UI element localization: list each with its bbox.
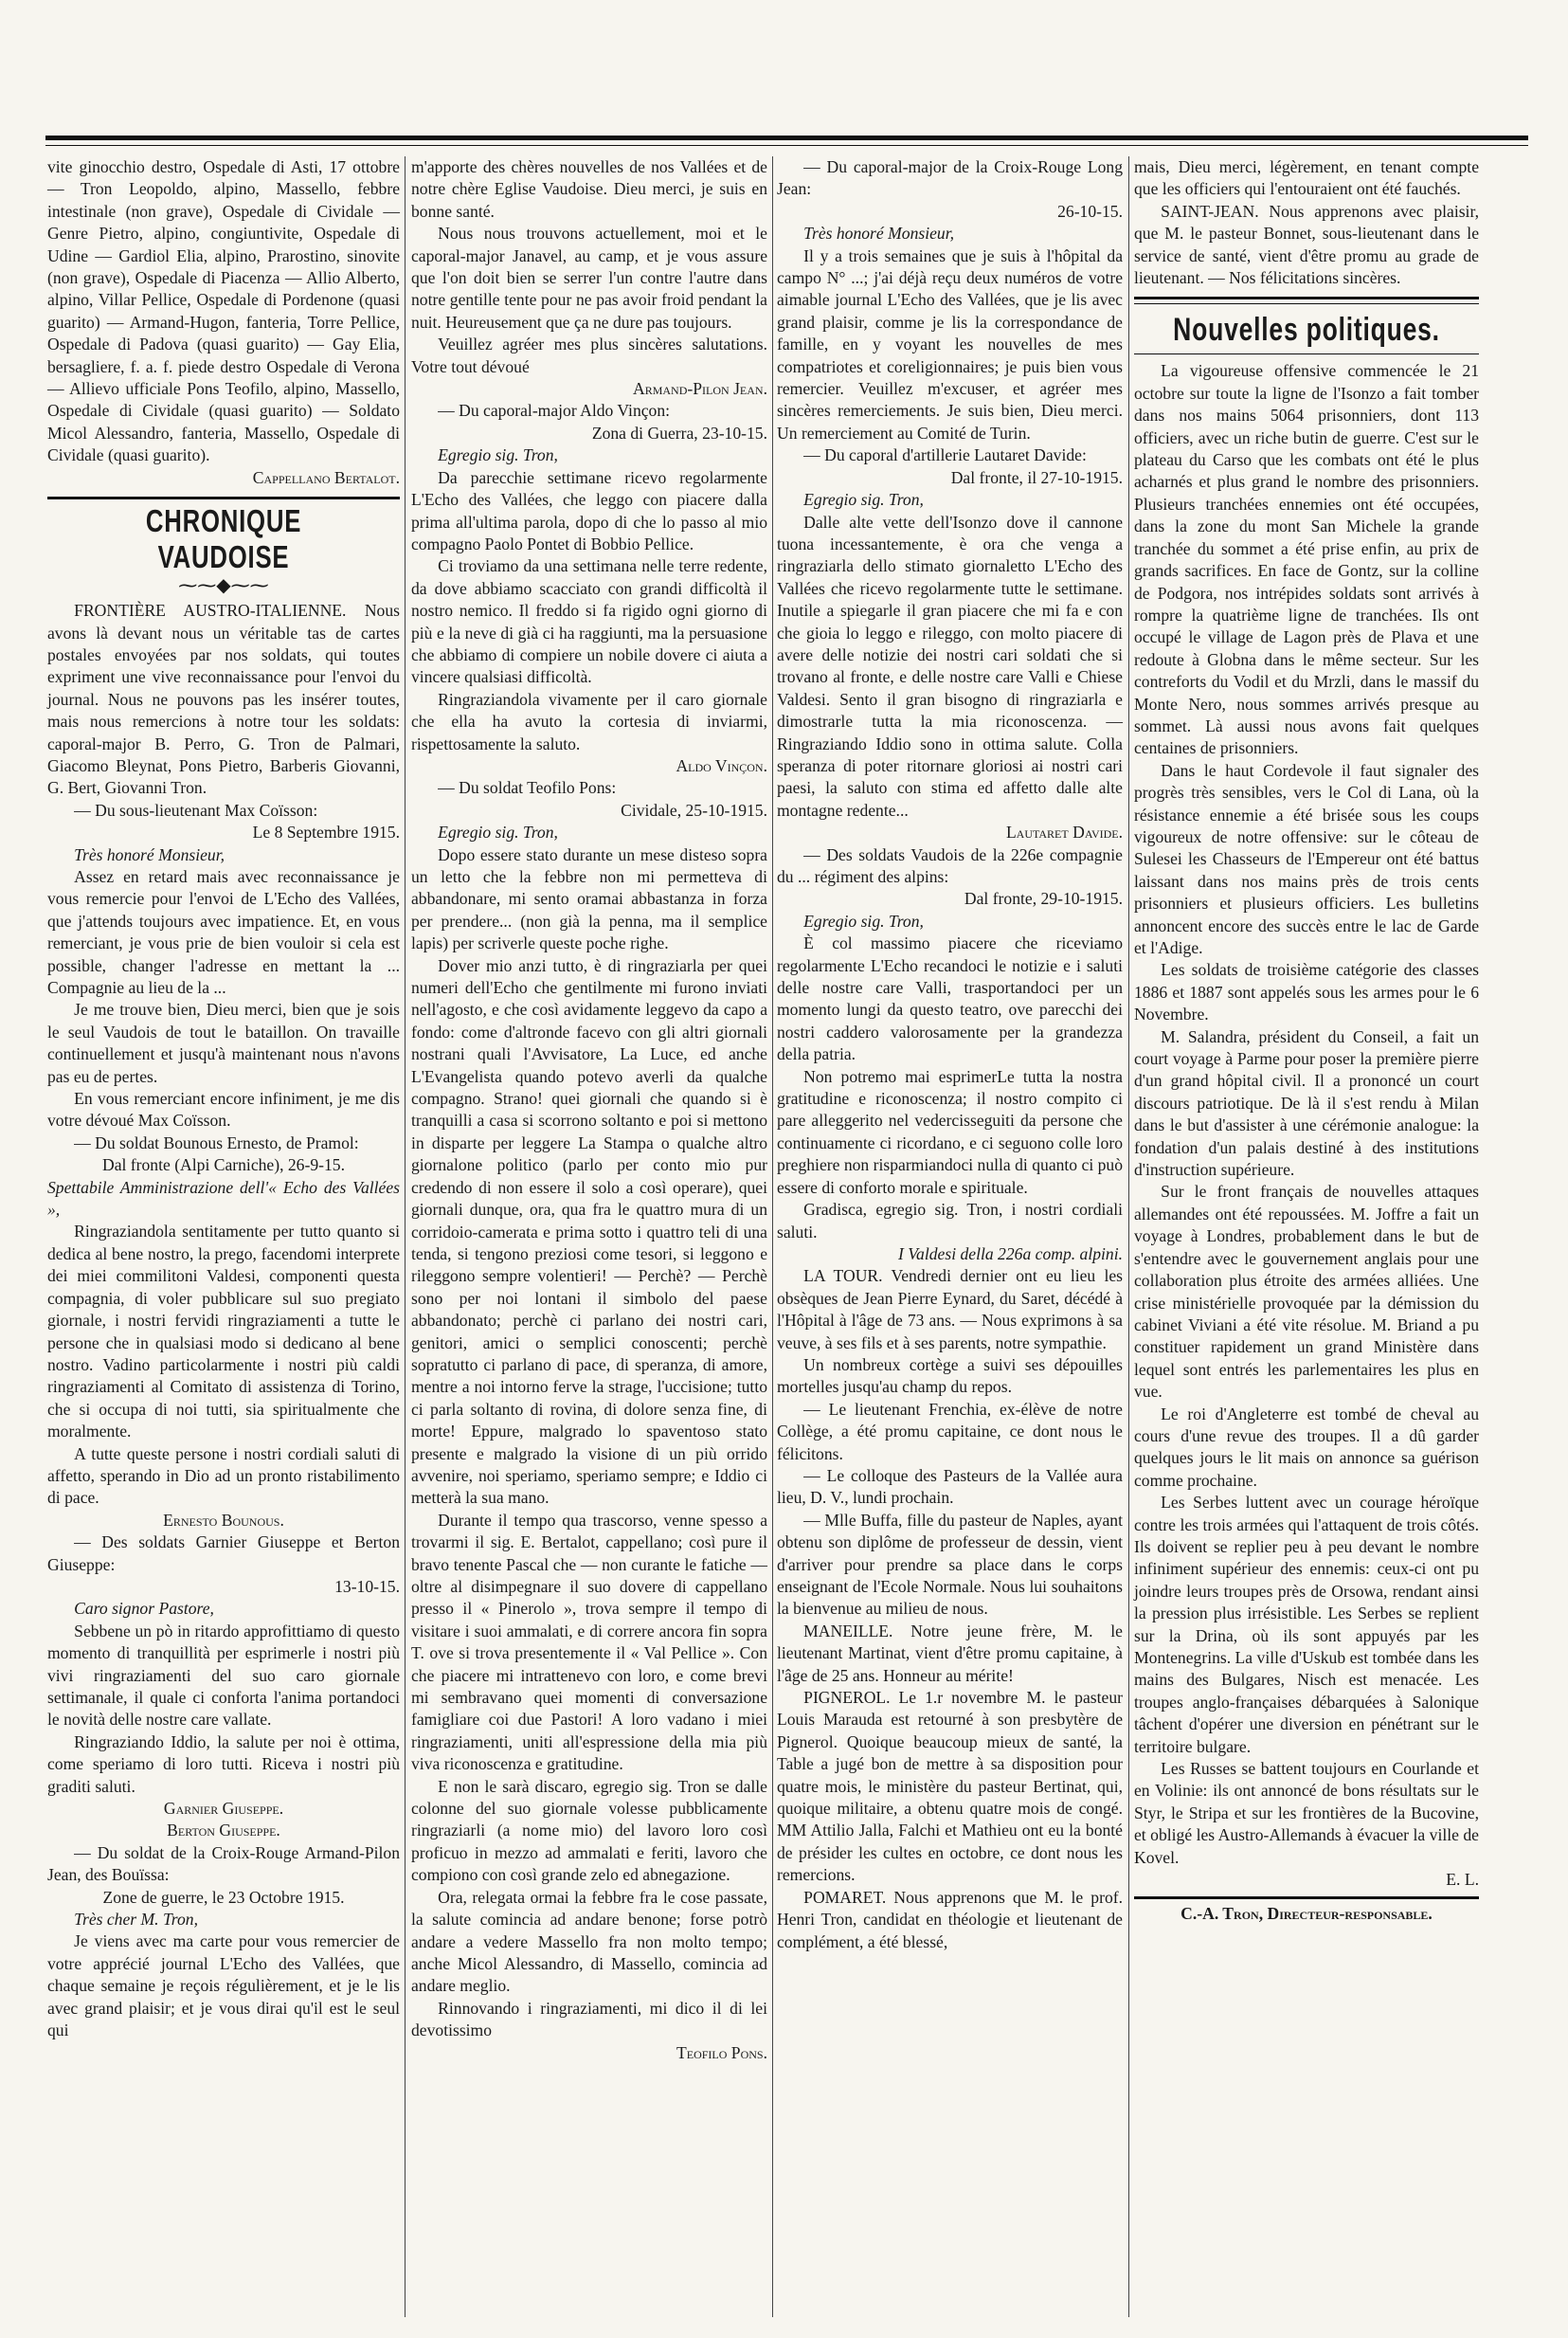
letter-salutation: Très honoré Monsieur,	[803, 224, 954, 244]
letter-paragraph: Ci troviamo da una settimana nelle terre redente, da dove abbiamo scacciato con grandi difficoltà il nostro nemico. Il freddo si fa rigido ogni giorno di più e la neve di già ci ha raggiunti, ma la persuasione che abbiamo di compiere un nobile dovere ci aiuta a vincere qualsiasi difficoltà.	[411, 556, 767, 687]
letter-paragraph: Veuillez agréer mes plus sincères salutations. Votre tout dévoué	[411, 335, 767, 376]
letter-salutation: Très honoré Monsieur,	[74, 844, 225, 864]
news-paragraph: — Le colloque des Pasteurs de la Vallée aura lieu, D. V., lundi prochain.	[777, 1465, 1123, 1508]
news-paragraph: mais, Dieu merci, légèrement, en tenant compte que les officiers qui l'entouraient ont été fauchés.	[1134, 157, 1479, 199]
news-paragraph: Les soldats de troisième catégorie des classes 1886 et 1887 sont appelés sous les armes pour le 6 Novembre.	[1134, 960, 1479, 1024]
signature: Ernesto Bounous.	[163, 1510, 284, 1530]
signature: Armand-Pilon Jean.	[633, 379, 767, 399]
news-paragraph: M. Salandra, président du Conseil, a fait un court voyage à Parme pour poser la première pierre d'un grand hôpital civil. Il a prononcé un court discours patriotique. De là il s'est rendu à Milan dans le but d'assister à une cérémonie analogue: la fondation d'un palais destiné à des institutions d'instruction supérieure.	[1134, 1026, 1479, 1180]
letter-salutation: Egregio sig. Tron,	[438, 823, 558, 843]
casualty-list: vite ginocchio destro, Ospedale di Asti, 17 ottobre — Tron Leopoldo, alpino, Massello, febbre intestinale (non grave), Ospedale di Cividale — Genre Pietro, alpino, congiuntivite, Ospedale di Udine — Gardiol Elia, alpino, Prarostino, sinovite (non grave), Ospedale di Piacenza — Allio Alberto, alpino, Villar Pellice, Ospedale di Pordenone (quasi guarito) — Armand-Hugon, fanteria, Torre Pellice, Ospedale di Padova (quasi guarito) — Gay Elia, bersagliere, f. a. f. piede destro Ospedale di Verona — Allievo ufficiale Pons Teofilo, alpino, Massello, Ospedale di Cividale (quasi guarito) — Soldato Micol Alessandro, fanteria, Massello, Ospedale di Cividale (quasi guarito).	[47, 157, 400, 465]
letter-paragraph: Ringraziandola vivamente per il caro giornale che ella ha avuto la cortesia di inviarmi, rispettosamente la saluto.	[411, 689, 767, 753]
letter-salutation: Très cher M. Tron,	[74, 1910, 198, 1930]
letter-date: Dal fronte, 29-10-1915.	[964, 889, 1123, 909]
column-4	[1134, 156, 1479, 1926]
news-paragraph: Le roi d'Angleterre est tombé de cheval au cours d'une revue des troupes. Il a dû garder quelques jours le lit mais on annonce sa guérison comme prochaine.	[1134, 1404, 1479, 1490]
signature: Lautaret Davide.	[1005, 823, 1123, 843]
letter-paragraph: E non le sarà discaro, egregio sig. Tron se dalle colonne del suo giornale volesse pubblicamente ringraziarli (a nome mio) del lavoro loro così proficuo in mezzo ad ammalati e feriti, lavoro che compiono con così grande zelo ed abnegazione.	[411, 1776, 767, 1885]
signature: Cappellano Bertalot.	[252, 467, 400, 487]
signature: Berton Giuseppe.	[167, 1821, 280, 1840]
signature: Aldo Vinçon.	[676, 755, 767, 775]
news-paragraph: LA TOUR. Vendredi dernier ont eu lieu les obsèques de Jean Pierre Eynard, du Saret, décédé à l'Hôpital à l'âge de 73 ans. — Nous exprimons à sa veuve, à ses fils et à ses parents, notre sympathie.	[777, 1266, 1123, 1352]
letter-paragraph: Il y a trois semaines que je suis à l'hôpital da campo N° ...; j'ai déjà reçu deux numéros de votre aimable journal L'Echo des Vallées, que je lis avec grand plaisir, comme je lis la correspondance de famille, en y voyant les nouvelles de mes compatriotes et coreligionnaires; je puis bien vous remercier. Veuillez m'excuser, et agréer mes sincères remerciements. Je suis bien, Dieu merci. Un remerciement au Comité de Turin.	[777, 245, 1123, 443]
letter-paragraph: Je viens avec ma carte pour vous remercier de votre apprécié journal L'Echo des Vallées, que chaque semaine je reçois régulièrement, et je le lis avec grand plaisir; et je vous dirai qu'il est le seul qui	[47, 1931, 400, 2040]
letter-paragraph: m'apporte des chères nouvelles de nos Vallées et de notre chère Eglise Vaudoise. Dieu merci, je suis en bonne santé.	[411, 157, 767, 221]
letter-heading: — Des soldats Garnier Giuseppe et Berton Giuseppe:	[47, 1532, 400, 1574]
letter-heading: — Du soldat de la Croix-Rouge Armand-Pilon Jean, des Bouïssa:	[47, 1842, 400, 1885]
footer-director: C.-A. Tron, Directeur-responsable.	[1181, 1904, 1433, 1924]
letter-date: Zona di Guerra, 23-10-15.	[591, 423, 767, 443]
column-divider	[772, 156, 773, 2317]
letter-paragraph: A tutte queste persone i nostri cordiali saluti di affetto, sperando in Dio ad un pronto ristabilimento di pace.	[47, 1443, 400, 1508]
column-1	[47, 156, 400, 2042]
column-3	[777, 156, 1123, 1953]
top-rule-thin	[45, 145, 1528, 146]
section-rule	[47, 497, 400, 499]
letter-paragraph: Assez en retard mais avec reconnaissance je vous remercie pour l'envoi de L'Echo des Vallées, que j'attends toujours avec impatience. Et, en vous remerciant, je vous prie de bien vouloir si cela est possible, changer l'adresse en mettant la ... Compagnie au lieu de la ...	[47, 866, 400, 997]
letter-paragraph: Nous nous trouvons actuellement, moi et le caporal-major Janavel, au camp, et je vous assure que l'on doit bien se serrer l'un contre l'autre dans notre gentille tente pour ne pas avoir froid pendant la nuit. Heureusement que ça ne dure pas toujours.	[411, 224, 767, 332]
news-paragraph: — Mlle Buffa, fille du pasteur de Naples, ayant obtenu son diplôme de professeur de dessin, vient d'arriver pour prendre sa place dans le corps enseignant de l'Ecole Normale. Nous lui souhaitons la bienvenue au milieu de nous.	[777, 1510, 1123, 1619]
letter-date: 26-10-15.	[1057, 201, 1123, 221]
news-paragraph: MANEILLE. Notre jeune frère, M. le lieutenant Martinat, vient d'être promu capitaine, à l'âge de 25 ans. Honneur au mérite!	[777, 1621, 1123, 1685]
letter-heading: — Du caporal-major de la Croix-Rouge Long Jean:	[777, 157, 1123, 199]
letter-heading: — Des soldats Vaudois de la 226e compagnie du ... régiment des alpins:	[777, 844, 1123, 886]
signature: I Valdesi della 226a comp. alpini.	[898, 1243, 1123, 1263]
ornament-icon: ⁓⁓◆⁓⁓	[178, 575, 269, 597]
letter-paragraph: Dalle alte vette dell'Isonzo dove il cannone tuona incessantemente, è ora che venga a ringraziarla dello stimato giornaletto L'Echo des Vallées che ricevo regolarmente tutte le settimane. Inutile a spiegarle il gran piacere che mi fa e con che gioia lo leggo e rileggo, con molto piacere di avere delle notizie dei nostri cari soldati che si trovano al fronte, e delle nostre care Valli e Chiese Valdesi. Sento il gran bisogno di ringraziarla e dimostrarle tutta la mia riconoscenza. — Ringraziando Iddio sono in ottima salute. Colla speranza di poter ritornare gloriosi ai nostri cari paesi, la saluto con stima ed affetto dalle alte montagne redente...	[777, 512, 1123, 820]
letter-date: Zone de guerre, le 23 Octobre 1915.	[102, 1887, 345, 1907]
section-title-chronique: CHRONIQUE VAUDOISE	[145, 503, 302, 575]
letter-paragraph: En vous remerciant encore infiniment, je me dis votre dévoué Max Coïsson.	[47, 1089, 400, 1131]
letter-paragraph: Ringraziandola sentitamente per tutto quanto si dedica al bene nostro, la prego, facendomi interprete dei miei commilitoni Valdesi, componenti questa compagnia, di voler pubblicare sul suo pregiato giornale, i nostri fervidi ringraziamenti a tutte le persone che in qualsiasi modo si dedicano al bene nostro. Vadino particolarmente i nostri più caldi ringraziamenti al Comitato di assistenza di Torino, che si occupa di noi tutti, sia spiritualmente che moralmente.	[47, 1222, 400, 1441]
section-rule-thin	[1134, 353, 1479, 354]
letter-paragraph: Ringraziando Iddio, la salute per noi è ottima, come speriamo di loro tutti. Riceva i nostri più graditi saluti.	[47, 1731, 400, 1796]
news-paragraph: Les Russes se battent toujours en Courlande et en Volinie: ils ont annoncé de bons résultats sur le Styr, le Stripa et sur les frontières de la Bucovine, et obligé les Austro-Allemands à évacuer la ville de Kovel.	[1134, 1759, 1479, 1867]
letter-paragraph: Dover mio anzi tutto, è di ringraziarla per quei numeri dell'Echo che gentilmente mi furono inviati nell'agosto, e che così avidamente leggevo da capo a fondo: come d'altronde facevo con gli altri giornali nostrani quali l'Avvisatore, La Luce, ed anche L'Evangelista quando potevo averli da qualche compagno. Strano! quei giornali che quando si è tranquilli a casa si scorrono soltanto e poi si mettono in disparte per leggere La Stampa o qualche altro giornalone politico (parlo per conto mio pur credendo di non essere il solo a così operare), quei giornali dunque, ora, qua fra le quattro mura di un corridoio-camerata e prima sotto i quattro teli di una tenda, si tengono preziosi come tesori, si leggono e rileggono sempre volentieri! — Perchè? — Perchè sono per noi lontani il simbolo del paese abbandonato; perchè ci parlano dei nostri cari, genitori, amici o semplici conoscenti; perchè sopratutto ci parlano di pace, di speranza, di amore, mentre a noi intorno ferve la strage, l'uccisione; tutto ci parla soltanto di rovina, di dolore senza fine, di morte! Eppure, malgrado lo spaventoso stato presente e malgrado la visione di un più orrido avvenire, noi speriamo, speriamo sempre; e Iddio ci metterà la sua mano.	[411, 955, 767, 1508]
top-rule	[45, 136, 1528, 140]
column-2	[411, 156, 767, 2064]
news-paragraph: Les Serbes luttent avec un courage héroïque contre les trois armées qui l'attaquent de trois côtés. Ils doivent se replier peu à peu devant le nombre infiniment supérieur des ennemis: ceux-ci ont pu joindre leurs troupes près de Orsowa, rendant ainsi la pression plus irrésistible. Les Serbes se replient sur la Drina, où ils sont appuyés par les Montenegrins. La ville d'Uskub est tombée dans les mains des Bulgares, Nisch est menacée. Les troupes anglo-françaises débarquées à Salonique tâchent d'opérer une diversion en pénétrant sur le territoire bulgare.	[1134, 1493, 1479, 1756]
signature: E. L.	[1446, 1870, 1479, 1890]
news-paragraph: Dans le haut Cordevole il faut signaler des progrès très sensibles, vers le Col di Lana, où la résistance ennemie a été brisée sous les coups vigoureux de notre offensive: sur le côteau de Sulesei les Chasseurs de l'Empereur ont été battus laissant dans nos mains près de trois cents prisonniers et plusieurs officiers. Les bulletins annoncent encore des succès entre le lac de Garde et l'Adige.	[1134, 760, 1479, 957]
letter-date: Le 8 Septembre 1915.	[252, 823, 400, 843]
signature: Teofilo Pons.	[676, 2042, 767, 2062]
letter-date: Cividale, 25-10-1915.	[621, 800, 767, 820]
letter-salutation: Spettabile Amministrazione dell'« Echo des Vallées »,	[47, 1177, 400, 1220]
letter-paragraph: È col massimo piacere che riceviamo regolarmente L'Echo recandoci le notizie e i saluti delle nostre care Valli, trasportandoci per un momento lungi da questo teatro, ove parecchi dei nostri caddero valorosamente per la grandezza della patria.	[777, 933, 1123, 1064]
letter-heading: — Du caporal-major Aldo Vinçon:	[438, 401, 671, 421]
letter-heading: — Du sous-lieutenant Max Coïsson:	[74, 800, 318, 820]
footer-rule	[1134, 1896, 1479, 1899]
letter-salutation: Egregio sig. Tron,	[803, 490, 924, 510]
letter-salutation: Egregio sig. Tron,	[438, 445, 558, 465]
section-rule	[1134, 297, 1479, 299]
letter-paragraph: Non potremo mai esprimerLe tutta la nostra gratitudine e riconoscenza; il nostro compito ci pare alleggerito nel vedercisseguiti da persone che continuamente ci ricordano, e ci seguono colle loro preghiere non risparmiandoci nulla di quanto ci può essere di conforto morale e spirituale.	[777, 1066, 1123, 1197]
news-paragraph: Sur le front français de nouvelles attaques allemandes ont été repoussées. M. Joffre a fait un voyage à Londres, probablement dans le but de s'entendre avec le gouvernement anglais pour une collaboration plus étroite des armées alliées. Une crise ministérielle provoquée par la démission du cabinet Viviani a été vite résolue. M. Briand a pu constituer rapidement un grand Ministère dans lequel sont entrés les parlementaires les plus en vue.	[1134, 1182, 1479, 1402]
letter-paragraph: Ora, relegata ormai la febbre fra le cose passate, la salute comincia ad andare benone; forse potrò andare a vedere Massello fra non molto tempo; anche Micol Alessandro, di Massello, comincia ad andare meglio.	[411, 1887, 767, 1996]
article-paragraph: FRONTIÈRE AUSTRO-ITALIENNE. Nous avons là devant nous un véritable tas de cartes postales envoyées par nos soldats, qui toutes expriment une vive reconnaissance pour l'envoi du journal. Nous ne pouvons pas les insérer toutes, mais nous remercions à notre tour les soldats: caporal-major B. Perro, G. Tron de Palmari, Giacomo Bleynat, Pons Pietro, Barberis Giovanni, G. Bert, Giovanni Tron.	[47, 601, 400, 798]
letter-date: Dal fronte (Alpi Carniche), 26-9-15.	[101, 1155, 345, 1175]
letter-date: Dal fronte, il 27-10-1915.	[950, 467, 1123, 487]
news-paragraph: Un nombreux cortège a suivi ses dépouilles mortelles jusqu'au champ du repos.	[777, 1354, 1123, 1397]
news-paragraph: PIGNEROL. Le 1.r novembre M. le pasteur Louis Marauda est retourné à son presbytère de Pignerol. Quoique beaucoup mieux de santé, la Table a jugé bon de mettre à sa disposition pour quatre mois, le ministère du pasteur Bertinat, qui, quoique militaire, a obtenu quatre mois de congé. MM Attilio Jalla, Falchi et Mathieu ont eu la bonté de présider les cultes en octobre, ce dont nous les remercions.	[777, 1688, 1123, 1885]
letter-paragraph: Je me trouve bien, Dieu merci, bien que je sois le seul Vaudois de tout le bataillon. On travaille continuellement et jusqu'à maintenant nous n'avons pas eu de pertes.	[47, 1000, 400, 1086]
signature: Garnier Giuseppe.	[163, 1799, 284, 1819]
letter-paragraph: Dopo essere stato durante un mese disteso sopra un letto che la febbre non mi permetteva di abbandonare, mi sento oramai abbastanza in forza per prendere... (non già la penna, ma il semplice lapis) per scriverle queste poche righe.	[411, 844, 767, 953]
section-title-nouvelles: Nouvelles politiques.	[1173, 312, 1440, 349]
column-divider	[405, 156, 406, 2317]
section-rule-thin	[1134, 303, 1479, 304]
news-paragraph: SAINT-JEAN. Nous apprenons avec plaisir, que M. le pasteur Bonnet, sous-lieutenant dans le service de santé, vient d'être promu au grade de lieutenant. — Nos félicitations sincères.	[1134, 201, 1479, 288]
letter-heading: — Du soldat Teofilo Pons:	[438, 778, 617, 798]
letter-date: 13-10-15.	[334, 1576, 400, 1596]
letter-salutation: Caro signor Pastore,	[74, 1599, 214, 1619]
letter-paragraph: Gradisca, egregio sig. Tron, i nostri cordiali saluti.	[777, 1200, 1123, 1241]
letter-heading: — Du soldat Bounous Ernesto, de Pramol:	[74, 1133, 359, 1152]
letter-paragraph: Durante il tempo qua trascorso, venne spesso a trovarmi il sig. E. Bertalot, cappellano; così pure il bravo tenente Pascal che — non curante le fatiche — oltre al disimpegnare il suo dovere di cappellano presso il « Pinerolo », trova sempre il tempo di visitare i suoi ammalati, e di correre ancora fin sopra T. ove si trova presentemente il « Val Pellice ». Con che piacere mi intrattenevo con loro, e come brevi mi sembravano quei momenti di conversazione famigliare coi due Pastori! A loro vadano i miei ringraziamenti, uniti all'espressione della mia più viva riconoscenza e gratitudine.	[411, 1510, 767, 1774]
news-paragraph: La vigoureuse offensive commencée le 21 octobre sur toute la ligne de l'Isonzo a fait tomber dans nos mains 5064 prisonniers, dont 113 officiers, avec un riche butin de guerre. C'est sur le plateau du Carso que les combats ont été le plus acharnés et plus grand le nombre des prisonniers. Plusieurs tranchées ennemies ont été occupées, dans la zone du mont San Michele la grande tranchée du sommet a été prise enfin, au prix de grands sacrifices. En face de Gontz, sur la colline de Podgora, nos intrépides soldats sont arrivés à rompre la quatrième ligne de tranchées. Ils ont occupé le village de Lagon près de Plava et une redoute à Globna dans le même secteur. Sur les contreforts du Vodil et du Mrzli, dans le massif du Monte Nero, nous sommes arrivés presque au sommet. Là aussi nous avons fait quelques centaines de prisonniers.	[1134, 361, 1479, 758]
news-paragraph: — Le lieutenant Frenchia, ex-élève de notre Collège, a été promu capitaine, ce dont nous le félicitons.	[777, 1399, 1123, 1463]
news-paragraph: POMARET. Nous apprenons que M. le prof. Henri Tron, candidat en théologie et lieutenant de complément, a été blessé,	[777, 1887, 1123, 1951]
letter-paragraph: Rinnovando i ringraziamenti, mi dico il di lei devotissimo	[411, 1998, 767, 2040]
letter-salutation: Egregio sig. Tron,	[803, 911, 924, 931]
column-divider	[1128, 156, 1129, 2317]
letter-heading: — Du caporal d'artillerie Lautaret Davide:	[803, 445, 1087, 465]
letter-paragraph: Sebbene un pò in ritardo approfittiamo di questo momento di tranquillità per esprimerle i nostri più vivi ringraziamenti del suo caro giornale settimanale, il quale ci conforta l'anima portandoci le novità delle nostre care vallate.	[47, 1621, 400, 1730]
letter-paragraph: Da parecchie settimane ricevo regolarmente L'Echo des Vallées, che leggo con piacere dalla prima all'ultima parola, dopo di che lo passo al mio compagno Paolo Pontet di Bobbio Pellice.	[411, 467, 767, 553]
